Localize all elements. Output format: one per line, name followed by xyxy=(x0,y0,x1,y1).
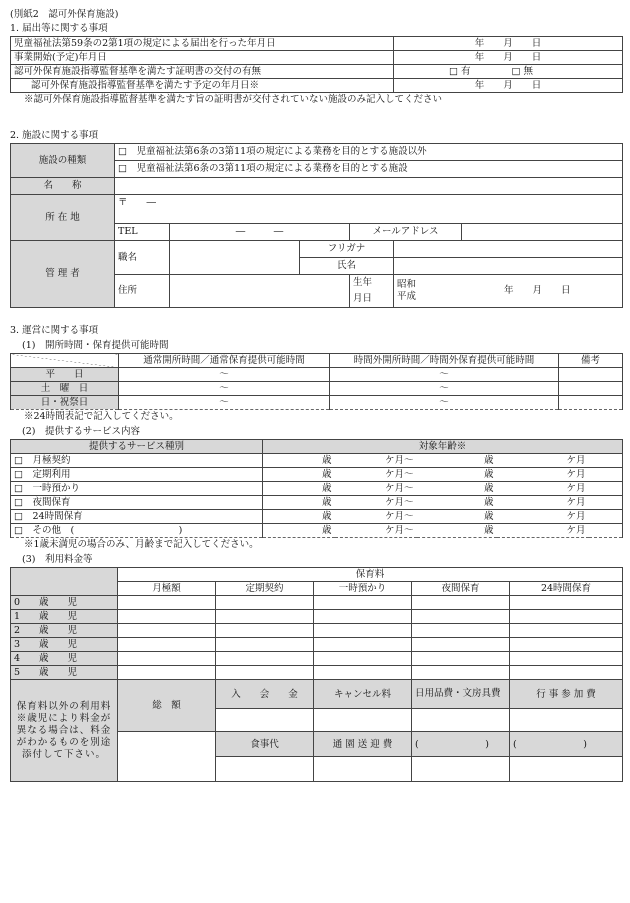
age-to-years[interactable]: 歳 xyxy=(417,454,497,468)
age-from-years[interactable]: 歳 xyxy=(263,510,335,524)
weekday-extended-field[interactable]: 〜 xyxy=(330,368,559,382)
service-row-regular xyxy=(11,468,623,482)
holiday-label: 日・祝祭日 xyxy=(11,396,119,410)
form-id: (別紙2 認可外保育施設) xyxy=(10,9,119,20)
age-from-months[interactable]: ケ月〜 xyxy=(335,468,417,482)
age-from-months[interactable]: ケ月〜 xyxy=(335,482,417,496)
fee-cell[interactable] xyxy=(216,666,314,680)
address-label: 所 在 地 xyxy=(11,195,115,241)
manager-label: 管 理 者 xyxy=(11,241,115,308)
fee-age-5-label: 5 歳 児 xyxy=(11,666,118,680)
section-1-title: 1. 届出等に関する事項 xyxy=(10,23,108,34)
email-field[interactable] xyxy=(462,224,623,241)
section-3-title: 3. 運営に関する事項 xyxy=(10,325,99,336)
hours-table xyxy=(10,353,623,410)
fee-cell[interactable] xyxy=(510,638,623,652)
service-row-other xyxy=(11,524,623,538)
target-age-header: 対象年齢※ xyxy=(263,440,623,454)
service-row-night xyxy=(11,496,623,510)
total-field[interactable] xyxy=(118,732,216,782)
notification-date-label: 児童福祉法第59条の2第1項の規定による届出を行った年月日 xyxy=(11,37,394,51)
service-other-checkbox[interactable]: □ その他 ( ) xyxy=(11,524,263,538)
age-to-years[interactable]: 歳 xyxy=(417,524,497,538)
residence-field[interactable] xyxy=(170,275,350,308)
service-row-24h xyxy=(11,510,623,524)
service-night-checkbox[interactable]: □ 夜間保育 xyxy=(11,496,263,510)
fee-cell[interactable] xyxy=(118,610,216,624)
weekday-regular-field[interactable]: 〜 xyxy=(119,368,330,382)
custom-fee-2-label[interactable]: ( ) xyxy=(510,732,623,757)
hours-corner xyxy=(11,354,119,368)
age-from-months[interactable]: ケ月〜 xyxy=(335,496,417,510)
age-to-months[interactable]: ケ月 xyxy=(497,510,589,524)
age-from-years[interactable]: 歳 xyxy=(263,496,335,510)
meal-fee-field[interactable] xyxy=(216,757,314,782)
age-to-months[interactable]: ケ月 xyxy=(497,454,589,468)
fee-monthly-header: 月極額 xyxy=(118,582,216,596)
entry-fee-label: 入 会 金 xyxy=(216,680,314,709)
service-row-monthly xyxy=(11,454,623,468)
holiday-remarks-field[interactable] xyxy=(559,396,623,410)
age-from-years[interactable]: 歳 xyxy=(263,454,335,468)
hours-remarks-header: 備考 xyxy=(559,354,623,368)
person-name-label: 氏名 xyxy=(300,258,394,275)
birth-field[interactable] xyxy=(394,275,623,308)
fee-cell[interactable] xyxy=(314,652,412,666)
fees-corner xyxy=(11,568,118,596)
fees-title: (3) 利用料金等 xyxy=(22,554,93,565)
position-field[interactable] xyxy=(170,241,300,275)
holiday-regular-field[interactable]: 〜 xyxy=(119,396,330,410)
fee-24h-header: 24時間保育 xyxy=(510,582,623,596)
fee-cell[interactable] xyxy=(216,652,314,666)
fee-cell[interactable] xyxy=(412,596,510,610)
birth-label: 生年 月日 xyxy=(350,275,394,308)
facility-name-field[interactable] xyxy=(115,178,623,195)
other-fees-label: 保育料以外の利用料※歳児により料金が異なる場合は、料金がわかるものを別途添付して下さい。 xyxy=(11,680,118,782)
saturday-regular-field[interactable]: 〜 xyxy=(119,382,330,396)
hours-note: ※24時間表記で記入してください。 xyxy=(24,411,179,422)
meal-fee-label: 食事代 xyxy=(216,732,314,757)
age-spacer xyxy=(589,524,623,538)
custom-fee-2-field[interactable] xyxy=(510,757,623,782)
hours-title: (1) 開所時間・保育提供可能時間 xyxy=(22,340,169,351)
planned-date-field[interactable]: 年 月 日 xyxy=(394,79,623,93)
fee-cell[interactable] xyxy=(118,596,216,610)
age-from-months[interactable]: ケ月〜 xyxy=(335,524,417,538)
fee-cell[interactable] xyxy=(510,624,623,638)
furigana-label: フリガナ xyxy=(300,241,394,258)
birth-date-value: 年 月 日 xyxy=(504,285,571,296)
hours-extended-header: 時間外開所時間／時間外保育提供可能時間 xyxy=(330,354,559,368)
fee-cell[interactable] xyxy=(118,652,216,666)
notification-date-field[interactable]: 年 月 日 xyxy=(394,37,623,51)
fee-cell[interactable] xyxy=(118,624,216,638)
age-to-months[interactable]: ケ月 xyxy=(497,482,589,496)
position-label: 職名 xyxy=(115,241,170,275)
era-options: 昭和 平成 xyxy=(397,279,417,302)
tel-field[interactable]: ― ― xyxy=(170,224,350,241)
weekday-label: 平 日 xyxy=(11,368,119,382)
supplies-fee-label: 日用品費・文房具費 xyxy=(412,680,510,709)
saturday-label: 土 曜 日 xyxy=(11,382,119,396)
event-fee-field[interactable] xyxy=(510,709,623,732)
fee-cell[interactable] xyxy=(510,666,623,680)
email-label: メールアドレス xyxy=(350,224,462,241)
age-spacer xyxy=(589,510,623,524)
fee-cell[interactable] xyxy=(314,596,412,610)
fee-cell[interactable] xyxy=(510,596,623,610)
custom-fee-1-label[interactable]: ( ) xyxy=(412,732,510,757)
fee-cell[interactable] xyxy=(216,638,314,652)
notification-table xyxy=(10,36,623,93)
planned-date-label: 認可外保育施設指導監督基準を満たす予定の年月日※ xyxy=(11,79,394,93)
fee-cell[interactable] xyxy=(412,624,510,638)
section-1-note: ※認可外保育施設指導監督基準を満たす旨の証明書が交付されていない施設のみ記入してください xyxy=(24,94,443,105)
hours-regular-header: 通常開所時間／通常保育提供可能時間 xyxy=(119,354,330,368)
age-from-months[interactable]: ケ月〜 xyxy=(335,454,417,468)
age-spacer xyxy=(589,468,623,482)
service-type-header: 提供するサービス種別 xyxy=(11,440,263,454)
service-24h-checkbox[interactable]: □ 24時間保育 xyxy=(11,510,263,524)
postal-field[interactable]: 〒 ― xyxy=(115,195,623,224)
age-to-years[interactable]: 歳 xyxy=(417,482,497,496)
facility-type-option-1[interactable]: □ 児童福祉法第6条の3第11項の規定による業務を目的とする施設以外 xyxy=(115,144,623,161)
service-row-temporary xyxy=(11,482,623,496)
fee-cell[interactable] xyxy=(118,666,216,680)
fee-cell[interactable] xyxy=(216,596,314,610)
age-to-years[interactable]: 歳 xyxy=(417,496,497,510)
entry-fee-field[interactable] xyxy=(216,709,314,732)
saturday-remarks-field[interactable] xyxy=(559,382,623,396)
fee-cell[interactable] xyxy=(314,638,412,652)
services-note: ※1歳未満児の場合のみ、月齢まで記入してください。 xyxy=(24,539,259,550)
cancel-fee-label: キャンセル料 xyxy=(314,680,412,709)
certificate-label: 認可外保育施設指導監督基準を満たす証明書の交付の有無 xyxy=(11,65,394,79)
custom-fee-1-field[interactable] xyxy=(412,757,510,782)
fee-cell[interactable] xyxy=(412,652,510,666)
facility-type-option-2[interactable]: □ 児童福祉法第6条の3第11項の規定による業務を目的とする施設 xyxy=(115,161,623,178)
residence-label: 住所 xyxy=(115,275,170,308)
furigana-field[interactable] xyxy=(394,241,623,258)
service-regular-checkbox[interactable]: □ 定期利用 xyxy=(11,468,263,482)
fees-group-header: 保育料 xyxy=(118,568,623,582)
age-from-months[interactable]: ケ月〜 xyxy=(335,510,417,524)
fee-temporary-header: 一時預かり xyxy=(314,582,412,596)
fee-night-header: 夜間保育 xyxy=(412,582,510,596)
facility-table xyxy=(10,143,623,308)
holiday-extended-field[interactable]: 〜 xyxy=(330,396,559,410)
age-to-months[interactable]: ケ月 xyxy=(497,496,589,510)
age-spacer xyxy=(589,482,623,496)
facility-type-label: 施設の種類 xyxy=(11,144,115,178)
fee-age-4-label: 4 歳 児 xyxy=(11,652,118,666)
fee-age-0-label: 0 歳 児 xyxy=(11,596,118,610)
fee-cell[interactable] xyxy=(314,666,412,680)
age-to-years[interactable]: 歳 xyxy=(417,468,497,482)
fee-age-1-label: 1 歳 児 xyxy=(11,610,118,624)
certificate-no-checkbox[interactable]: □ 無 xyxy=(474,65,623,79)
age-from-years[interactable]: 歳 xyxy=(263,524,335,538)
fee-cell[interactable] xyxy=(314,610,412,624)
service-temporary-checkbox[interactable]: □ 一時預かり xyxy=(11,482,263,496)
certificate-yes-checkbox[interactable]: □ 有 xyxy=(394,65,474,79)
fee-age-3-label: 3 歳 児 xyxy=(11,638,118,652)
fee-cell[interactable] xyxy=(314,624,412,638)
services-table xyxy=(10,439,623,538)
service-monthly-checkbox[interactable]: □ 月極契約 xyxy=(11,454,263,468)
bus-fee-label: 通 園 送 迎 費 xyxy=(314,732,412,757)
fee-cell[interactable] xyxy=(216,610,314,624)
event-fee-label: 行 事 参 加 費 xyxy=(510,680,623,709)
start-date-field[interactable]: 年 月 日 xyxy=(394,51,623,65)
total-label: 総 額 xyxy=(118,680,216,732)
fees-table xyxy=(10,567,623,680)
tel-label: TEL xyxy=(115,224,170,241)
age-from-years[interactable]: 歳 xyxy=(263,482,335,496)
weekday-remarks-field[interactable] xyxy=(559,368,623,382)
age-to-years[interactable]: 歳 xyxy=(417,510,497,524)
facility-name-label: 名 称 xyxy=(11,178,115,195)
age-spacer xyxy=(589,496,623,510)
start-date-label: 事業開始(予定)年月日 xyxy=(11,51,394,65)
age-from-years[interactable]: 歳 xyxy=(263,468,335,482)
age-spacer xyxy=(589,454,623,468)
fee-cell[interactable] xyxy=(412,638,510,652)
fee-cell[interactable] xyxy=(510,610,623,624)
person-name-field[interactable] xyxy=(394,258,623,275)
other-fees-table xyxy=(10,679,623,782)
bus-fee-field[interactable] xyxy=(314,757,412,782)
fee-regular-header: 定期契約 xyxy=(216,582,314,596)
fee-cell[interactable] xyxy=(412,666,510,680)
fee-cell[interactable] xyxy=(510,652,623,666)
section-2-title: 2. 施設に関する事項 xyxy=(10,130,99,141)
services-title: (2) 提供するサービス内容 xyxy=(22,426,140,437)
cancel-fee-field[interactable] xyxy=(314,709,412,732)
fee-age-2-label: 2 歳 児 xyxy=(11,624,118,638)
fee-cell[interactable] xyxy=(216,624,314,638)
saturday-extended-field[interactable]: 〜 xyxy=(330,382,559,396)
age-to-months[interactable]: ケ月 xyxy=(497,524,589,538)
supplies-fee-field[interactable] xyxy=(412,709,510,732)
age-to-months[interactable]: ケ月 xyxy=(497,468,589,482)
fee-cell[interactable] xyxy=(118,638,216,652)
fee-cell[interactable] xyxy=(412,610,510,624)
